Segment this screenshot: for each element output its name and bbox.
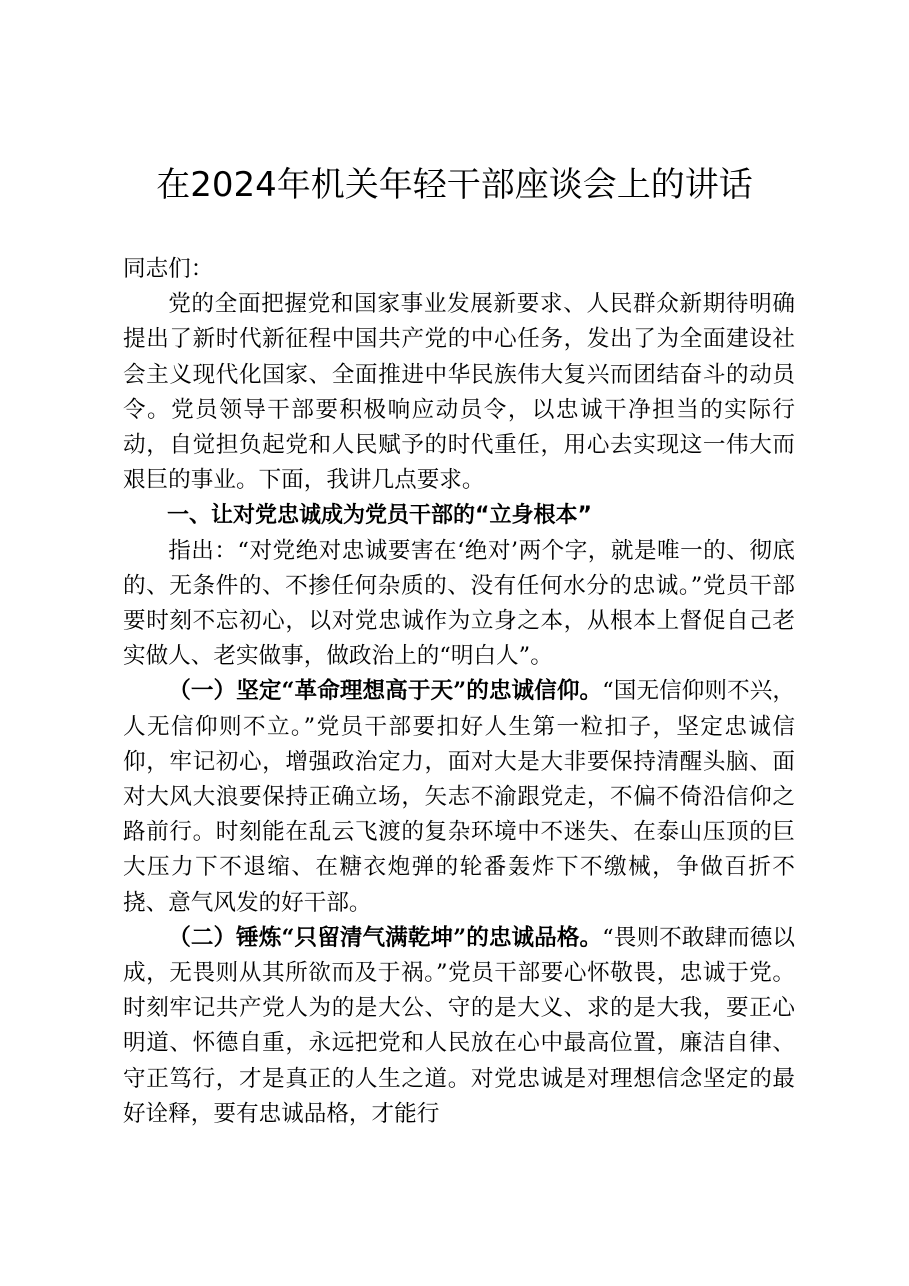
subsection-paragraph-1 [123,674,795,920]
document-body [123,252,795,1132]
document-title: 在2024年机关年轻干部座谈会上的讲话 [156,165,753,205]
subsection-paragraph-2 [123,921,795,1132]
subsection-text-1: “国无信仰则不兴，人无信仰则不立。”党员干部要扣好人生第一粒扣子，坚定忠诚信仰，牢记初心，增强政治定力，面对大是大非要保持清醒头脑、面对大风大浪要保持正确立场，矢志不渝跟党走，不偏不倚沿信仰之路前行。时刻能在乱云飞渡的复杂环境中不迷失、在泰山压顶的巨大压力下不退缩、在糖衣炮弹的轮番轰炸下不缴械，争做百折不挠、意气风发的好干部。 [123,678,795,916]
section-heading: 一、让对党忠诚成为党员干部的“立身根本” [167,503,592,529]
salutation: 同志们： [123,256,214,282]
subsection-text-2: “畏则不敢肆而德以成，无畏则从其所欲而及于祸。”党员干部要心怀敬畏，忠诚于党。时刻牢记共产党人为的是大公、守的是大义、求的是大我，要正心明道、怀德自重，永远把党和人民放在心中最高位置，廉洁自律、守正笃行，才是真正的人生之道。对党忠诚是对理想信念坚定的最好诠释，要有忠诚品格，才能行 [123,924,795,1127]
intro-paragraph: 党的全面把握党和国家事业发展新要求、人民群众新期待明确提出了新时代新征程中国共产党的中心任务，发出了为全面建设社会主义现代化国家、全面推进中华民族伟大复兴而团结奋斗的动员令。党员领导干部要积极响应动员令，以忠诚干净担当的实际行动，自觉担负起党和人民赋予的时代重任，用心去实现这一伟大而艰巨的事业。下面，我讲几点要求。 [123,291,795,494]
subsection-heading-2: （二）锤炼“只留清气满乾坤”的忠诚品格。 [168,924,603,951]
subsection-heading-1: （一）坚定“革命理想高于天”的忠诚信仰。 [168,678,603,705]
section-paragraph: 指出：“对党绝对忠诚要害在‘绝对’两个字，就是唯一的、彻底的、无条件的、不掺任何杂质的、没有任何水分的忠诚。”党员干部要时刻不忘初心，以对党忠诚作为立身之本，从根本上督促自己老实做人、老实做事，做政治上的“明白人”。 [123,537,795,670]
